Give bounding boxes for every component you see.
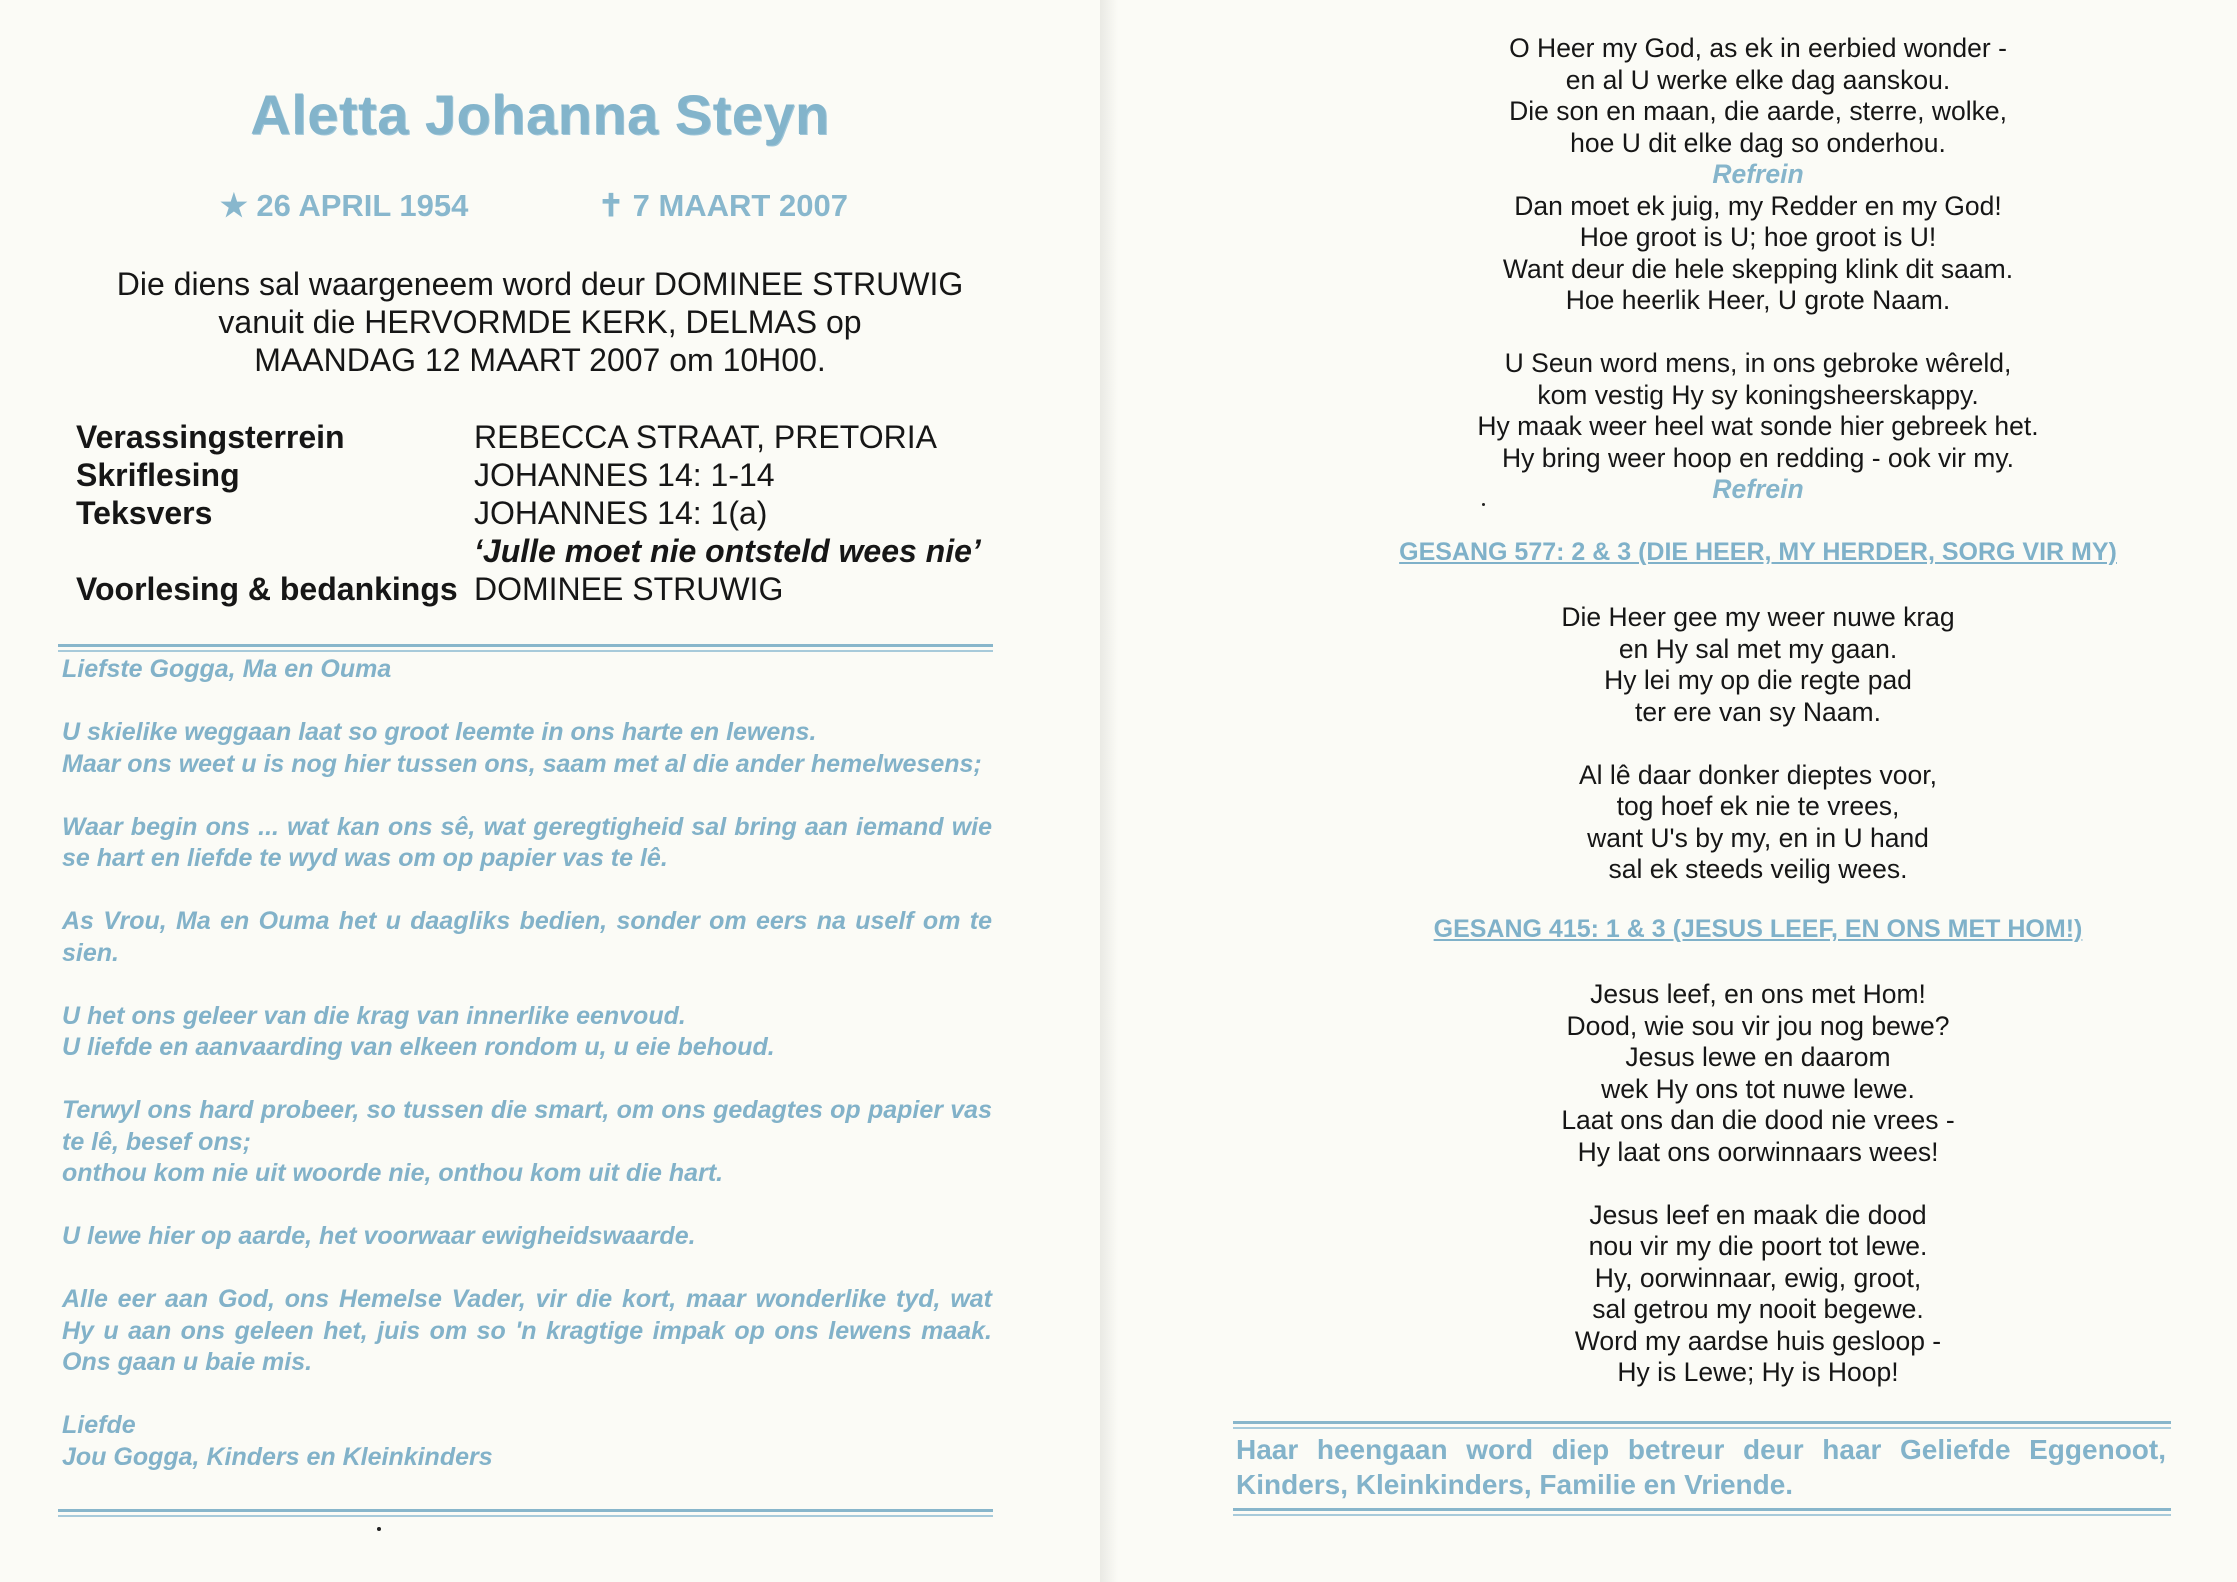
hymn-line: sal ek steeds veilig wees. [1608, 854, 1908, 884]
detail-row [76, 532, 981, 570]
hymn-line: Jesus leef, en ons met Hom! [1590, 979, 1926, 1009]
tribute-line: onthou kom nie uit woorde nie, onthou kom uit die hart. [62, 1159, 724, 1187]
tribute-paragraph [62, 1001, 992, 1064]
service-intro [60, 265, 1020, 379]
detail-row [76, 418, 981, 456]
detail-value: JOHANNES 14: 1(a) [474, 495, 768, 531]
detail-value: DOMINEE STRUWIG [474, 571, 784, 607]
hymn-line: Word my aardse huis gesloop - [1574, 1325, 1942, 1356]
hymn-heading: GESANG 577: 2 & 3 (DIE HEER, MY HERDER, SORG VIR MY) [1399, 538, 2117, 566]
hymn-line: want U's by my, en in U hand [1587, 822, 1929, 853]
divider [1233, 1508, 2171, 1516]
closing-message: Haar heengaan word diep betreur deur haar Geliefde Eggenoot, Kinders, Kleinkinders, Familie en Vriende. [1236, 1434, 2166, 1500]
hymn-line: U Seun word mens, in ons gebroke wêreld, [1504, 348, 2012, 378]
hymn-line: sal getrou my nooit begewe. [1592, 1294, 1924, 1324]
hymn-verse [1358, 979, 2158, 1389]
tribute-text [62, 654, 992, 1473]
hymn-line: Hy bring weer hoop en redding - ook vir my. [1501, 442, 2015, 473]
hymn-line: Laat ons dan die dood nie vrees - [1561, 1105, 1955, 1135]
tribute-signature [62, 1410, 992, 1473]
divider [1233, 1421, 2171, 1429]
hymn-verse [1358, 602, 2158, 886]
detail-row [76, 570, 981, 608]
deceased-name: Aletta Johanna Steyn [250, 83, 830, 146]
tribute-paragraph [62, 1095, 992, 1190]
tribute-paragraph: As Vrou, Ma en Ouma het u daagliks bedien, sonder om eers na uself om te sien. [62, 907, 992, 967]
detail-value: JOHANNES 14: 1-14 [474, 457, 775, 493]
detail-row [76, 494, 981, 532]
tribute-line: Maar ons weet u is nog hier tussen ons, saam met al die ander hemelwesens; [62, 749, 982, 778]
hymn-verse [1358, 33, 2158, 506]
hymn-line: ter ere van sy Naam. [1635, 696, 1881, 727]
text-verse-quote: ‘Julle moet nie ontsteld wees nie’ [474, 533, 981, 569]
hymn-line: Die son en maan, die aarde, sterre, wolke, [1509, 96, 2007, 126]
fold-shadow [1100, 0, 1118, 1582]
hymn-line: Die Heer gee my weer nuwe krag [1561, 602, 1955, 632]
tribute-greeting: Liefste Gogga, Ma en Ouma [62, 655, 392, 683]
signature-line: Jou Gogga, Kinders en Kleinkinders [62, 1442, 493, 1471]
hymn-line: Hy is Lewe; Hy is Hoop! [1617, 1357, 1899, 1387]
hymn-line: kom vestig Hy sy koningsheerskappy. [1537, 379, 1979, 410]
detail-label: Verassingsterrein [76, 419, 345, 455]
hymn-line: en Hy sal met my gaan. [1618, 633, 1898, 664]
hymn-heading: GESANG 415: 1 & 3 (JESUS LEEF, EN ONS MET HOM!) [1433, 915, 2083, 943]
hymn-line: wek Hy ons tot nuwe lewe. [1601, 1073, 1915, 1104]
tribute-line: U liefde en aanvaarding van elkeen rondom u, u eie behoud. [62, 1033, 775, 1061]
intro-line: Die diens sal waargeneem word deur DOMINEE STRUWIG [116, 266, 964, 302]
detail-label: Skriflesing [76, 457, 240, 493]
hymn-line: hoe U dit elke dag so onderhou. [1570, 127, 1946, 158]
service-details [76, 418, 981, 608]
hymn-line: Hy, oorwinnaar, ewig, groot, [1594, 1262, 1922, 1293]
divider [58, 644, 993, 652]
detail-label [76, 532, 474, 570]
hymn-line: Hoe heerlik Heer, U grote Naam. [1565, 285, 1951, 315]
right-page [1118, 0, 2237, 1582]
signature-line: Liefde [62, 1411, 136, 1439]
hymn-line: Hy laat ons oorwinnaars wees! [1577, 1136, 1939, 1167]
tribute-line: Terwyl ons hard probeer, so tussen die smart, om ons gedagtes op papier vas te lê, besef ons; [62, 1096, 992, 1156]
tribute-paragraph: U lewe hier op aarde, het voorwaar ewigheidswaarde. [62, 1222, 696, 1250]
hymn-line: tog hoef ek nie te vrees, [1616, 791, 1900, 821]
hymn-line: en al U werke elke dag aanskou. [1565, 64, 1951, 95]
tribute-line: U het ons geleer van die krag van innerlike eenvoud. [62, 1001, 686, 1030]
tribute-paragraph: Alle eer aan God, ons Hemelse Vader, vir die kort, maar wonderlike tyd, wat Hy u aan ons geleen het, juis om so 'n kragtige impak op ons lewens maak. Ons gaan u baie mis. [62, 1285, 992, 1376]
hymn-line: Jesus lewe en daarom [1625, 1042, 1891, 1072]
detail-row [76, 456, 981, 494]
hymn-line: Al lê daar donker dieptes voor, [1579, 759, 1937, 790]
birth-date: ★ 26 APRIL 1954 [220, 188, 469, 223]
intro-line: MAANDAG 12 MAART 2007 om 10H00. [254, 342, 826, 378]
hymn-line: Hoe groot is U; hoe groot is U! [1579, 222, 1937, 252]
hymn-line: Hy maak weer heel wat sonde hier gebreek het. [1477, 411, 2039, 441]
detail-label: Teksvers [76, 495, 213, 531]
detail-label: Voorlesing & bedankings [76, 571, 458, 607]
left-page [0, 0, 1118, 1582]
death-date: ✝ 7 MAART 2007 [598, 188, 848, 223]
hymn-line: Dood, wie sou vir jou nog bewe? [1566, 1010, 1950, 1041]
tribute-line: U skielike weggaan laat so groot leemte in ons harte en lewens. [62, 718, 817, 746]
detail-value: REBECCA STRAAT, PRETORIA [474, 419, 937, 455]
hymn-line: Jesus leef en maak die dood [1589, 1199, 1927, 1230]
intro-line: vanuit die HERVORMDE KERK, DELMAS op [218, 304, 862, 340]
tribute-paragraph [62, 717, 992, 780]
hymn-line: Want deur die hele skepping klink dit saam. [1502, 253, 2014, 284]
speck [1482, 503, 1485, 506]
hymn-line: Hy lei my op die regte pad [1604, 665, 1912, 695]
hymn-line: O Heer my God, as ek in eerbied wonder - [1509, 33, 2007, 63]
divider [58, 1509, 993, 1517]
refrain-label: Refrein [1712, 474, 1804, 504]
hymn-line: Dan moet ek juig, my Redder en my God! [1514, 190, 2002, 221]
speck [377, 1527, 381, 1531]
tribute-paragraph: Waar begin ons ... wat kan ons sê, wat geregtigheid sal bring aan iemand wie se hart en liefde te wyd was om op papier vas te lê. [62, 812, 992, 872]
hymn-line: nou vir my die poort tot lewe. [1588, 1231, 1928, 1261]
refrain-label: Refrein [1712, 159, 1804, 189]
